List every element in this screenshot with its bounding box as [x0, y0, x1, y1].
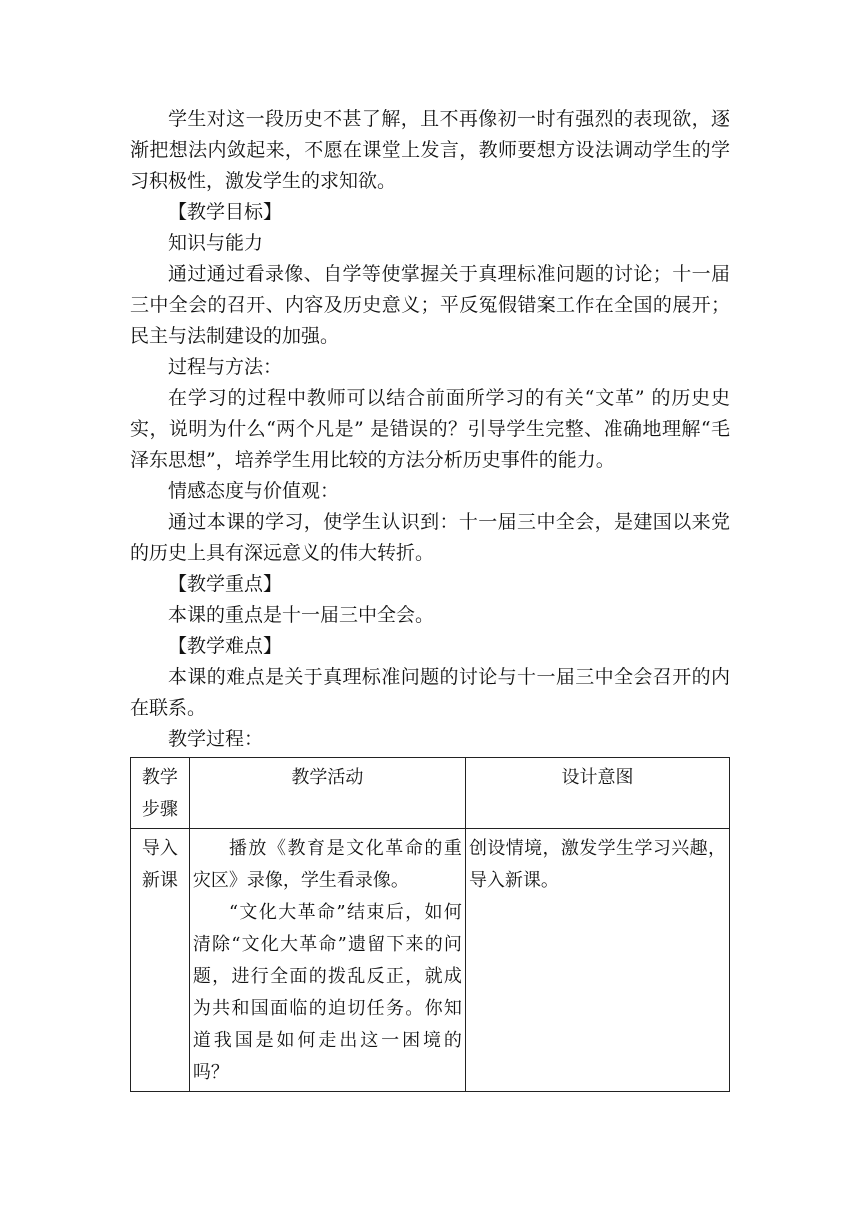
- header-step: 教学步骤: [131, 758, 190, 829]
- process-paragraph: 在学习的过程中教师可以结合前面所学习的有关“文革” 的历史史实，说明为什么“两个凡是” 是错误的？引导学生完整、准确地理解“毛泽东思想”，培养学生用比较的方法分析历史事件的能力。: [130, 387, 730, 471]
- intro-paragraph: 学生对这一段历史不甚了解，且不再像初一时有强烈的表现欲，逐渐把想法内敛起来，不愿在课堂上发言，教师要想方设法调动学生的学习积极性，激发学生的求知欲。: [130, 108, 730, 192]
- activity-paragraph-1: 播放《教育是文化革命的重灾区》录像，学生看录像。: [192, 838, 462, 891]
- process-label: 教学过程：: [168, 728, 264, 750]
- knowledge-paragraph: 通过通过看录像、自学等使掌握关于真理标准问题的讨论；十一届三中全会的召开、内容及历史意义；平反冤假错案工作在全国的展开；民主与法制建设的加强。: [130, 263, 730, 347]
- intent-paragraph: 创设情境，激发学生学习兴趣，导入新课。: [468, 838, 726, 891]
- emotion-paragraph: 通过本课的学习，使学生认识到：十一届三中全会，是建国以来党的历史上具有深远意义的伟大转折。: [130, 511, 730, 564]
- document-page: [130, 104, 730, 1092]
- difficulty-heading: 【教学难点】: [168, 635, 283, 657]
- table-row: [131, 829, 730, 1092]
- teaching-process-table: [130, 757, 730, 1092]
- header-activity: 教学活动: [189, 758, 465, 829]
- process-heading: 过程与方法：: [168, 356, 283, 378]
- emotion-heading: 情感态度与价值观：: [168, 480, 340, 502]
- key-point-paragraph: 本课的重点是十一届三中全会。: [168, 604, 435, 626]
- activity-paragraph-2: “文化大革命”结束后，如何清除“文化大革命”遗留下来的问题，进行全面的拨乱反正，就成为共和国面临的迫切任务。你知道我国是如何走出这一困境的吗？: [192, 902, 462, 1083]
- knowledge-heading: 知识与能力: [168, 232, 264, 254]
- cell-step: 导入新课: [131, 829, 190, 1092]
- goals-heading: 【教学目标】: [168, 201, 283, 223]
- difficulty-paragraph: 本课的难点是关于真理标准问题的讨论与十一届三中全会召开的内在联系。: [130, 666, 730, 719]
- cell-activity: [189, 829, 465, 1092]
- header-intent: 设计意图: [465, 758, 729, 829]
- cell-intent: [465, 829, 729, 1092]
- key-point-heading: 【教学重点】: [168, 573, 283, 595]
- table-header-row: [131, 758, 730, 829]
